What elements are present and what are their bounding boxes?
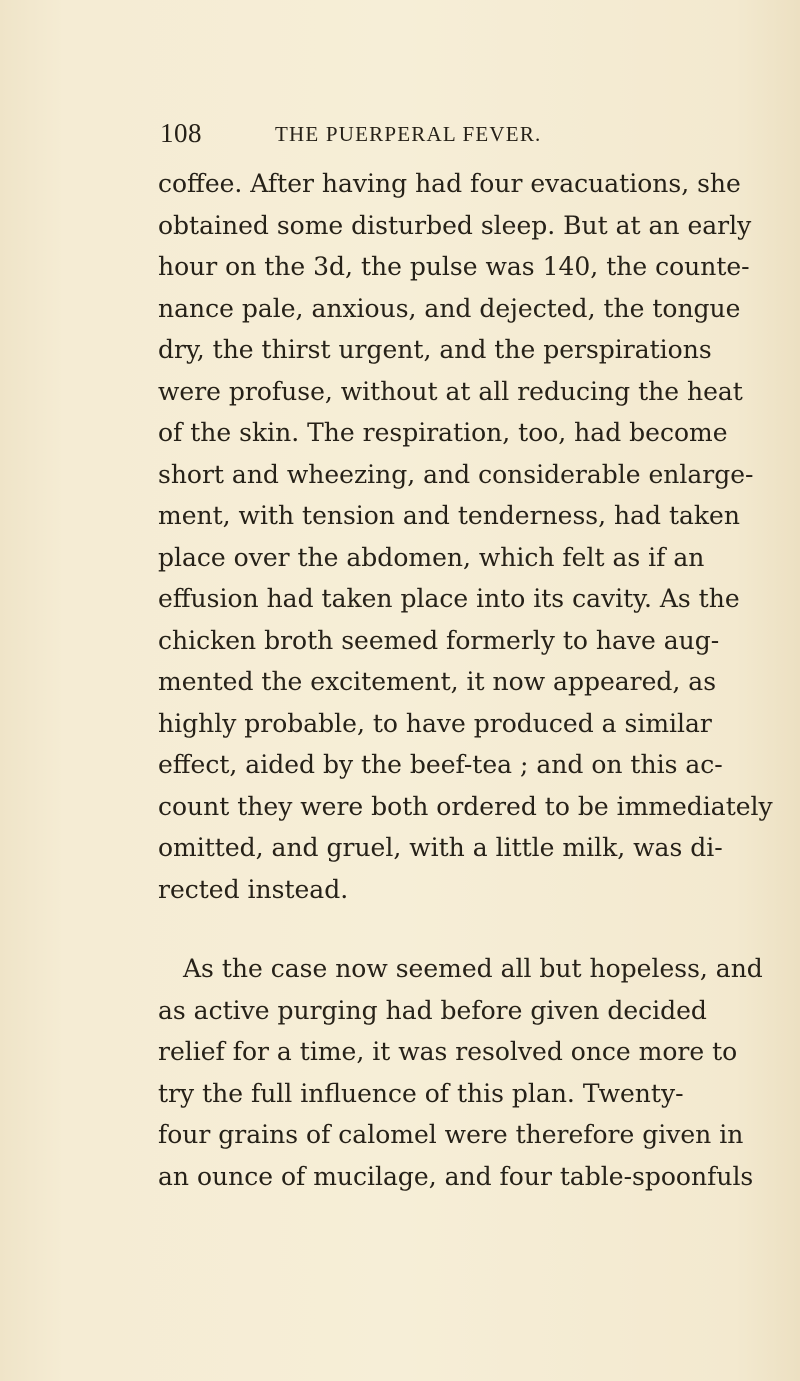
text-line: effusion had taken place into its cavity. As the [158, 584, 740, 613]
text-line: were profuse, without at all reducing the heat [158, 376, 743, 406]
text-line: four grains of calomel were therefore given in [158, 1120, 744, 1149]
text-line: hour on the 3d, the pulse was 140, the counte- [158, 252, 750, 281]
text-line: mented the excitement, it now appeared, as [158, 667, 717, 696]
body-text [158, 163, 773, 1197]
page-number: 108 [160, 118, 202, 148]
text-line: omitted, and gruel, with a little milk, was di- [158, 833, 723, 862]
text-line: try the full influence of this plan. Twenty- [158, 1078, 684, 1108]
text-line: rected instead. [158, 874, 349, 904]
text-line: short and wheezing, and considerable enlarge- [158, 459, 754, 489]
text-line: dry, the thirst urgent, and the perspirations [158, 335, 712, 364]
paragraph-gap [158, 910, 668, 948]
text-line: an ounce of mucilage, and four table-spoonfuls [158, 1161, 754, 1191]
text-line: coffee. After having had four evacuations, she [158, 169, 741, 198]
text-line: effect, aided by the beef-tea ; and on this ac- [158, 750, 723, 779]
text-line: obtained some disturbed sleep. But at an early [158, 210, 752, 240]
text-line: ment, with tension and tenderness, had taken [158, 501, 740, 530]
text-line: as active purging had before given decided [158, 995, 707, 1025]
text-line: nance pale, anxious, and dejected, the tongue [158, 293, 741, 323]
text-line: of the skin. The respiration, too, had become [158, 418, 728, 447]
paragraph-2 [158, 948, 763, 1197]
page-header [160, 118, 610, 158]
text-line: highly probable, to have produced a similar [158, 708, 712, 738]
text-line: chicken broth seemed formerly to have aug- [158, 625, 720, 655]
text-line: count they were both ordered to be immediately [158, 791, 773, 821]
paragraph-1 [158, 163, 773, 910]
text-line: relief for a time, it was resolved once more to [158, 1037, 738, 1066]
text-line: place over the abdomen, which felt as if an [158, 542, 705, 572]
text-line: As the case now seemed all but hopeless, and [183, 954, 763, 983]
running-title: THE PUERPERAL FEVER. [275, 122, 542, 146]
